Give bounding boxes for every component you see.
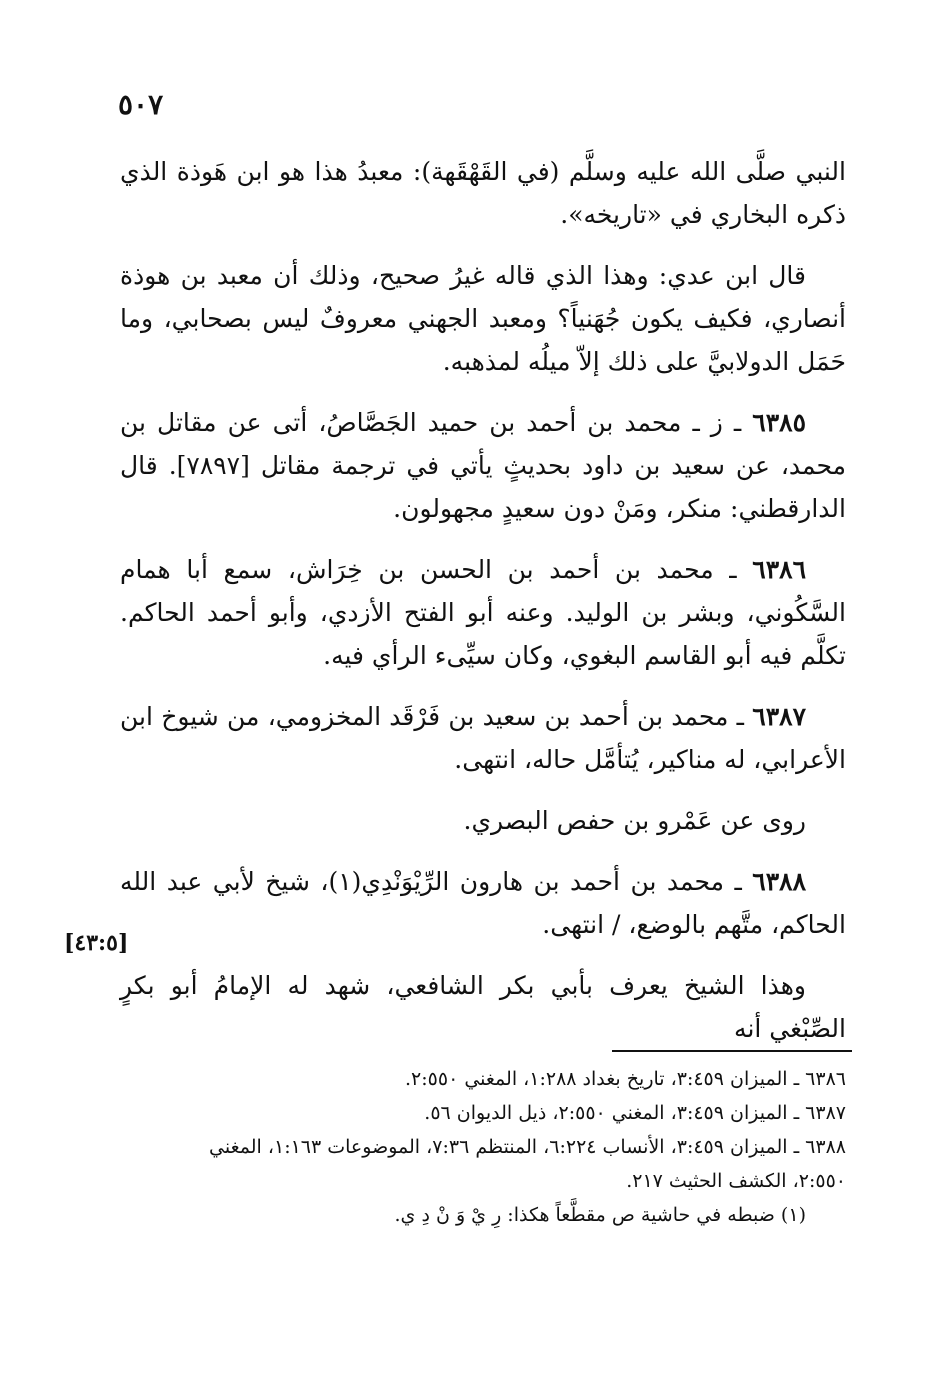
footnote: ٦٣٨٦ ـ الميزان ٣:٤٥٩، تاريخ بغداد ١:٢٨٨، المغني ٢:٥٥٠. [405,1068,846,1090]
paragraph-text: روى عن عَمْرو بن حفص البصري. [463,806,806,835]
paragraph [120,150,846,236]
entry-6385 [120,401,846,530]
entry-number: ٦٣٨٥ [752,408,806,437]
body-text [120,150,846,1068]
entry-number: ٦٣٨٨ [752,867,806,896]
paragraph-text: قال ابن عدي: وهذا الذي قاله غيرُ صحيح، وذلك أن معبد بن هوذة أنصاري، فكيف يكون جُهَنياً؟ ومعبد الجهني معروفٌ ليس بصحابي، وما حَمَل الدولابيَّ على ذلك إلاّ ميلُه لمذهبه. [120,261,846,376]
paragraph [120,799,846,842]
paragraph [120,254,846,383]
footnote-divider [612,1050,852,1052]
paragraph-text: وهذا الشيخ يعرف بأبي بكر الشافعي، شهد له الإمامُ أبو بكرٍ الصِّبْغي أنه [120,971,846,1043]
entry-number: ٦٣٨٦ [752,555,806,584]
footnotes [150,1062,846,1232]
entry-6386 [120,548,846,677]
margin-reference: [٤٣:٥] [64,930,129,956]
entry-6388 [120,860,846,946]
entry-text: ـ محمد بن أحمد بن هارون الرِّيْوَنْدِي(١)، شيخ لأبي عبد الله الحاكم، متَّهم بالوضع، / انتهى. [120,867,846,939]
entry-6387 [120,695,846,781]
entry-text: ـ محمد بن أحمد بن سعيد بن فَرْقَد المخزومي، من شيوخ ابن الأعرابي، له مناكير، يُتأمَّل حاله، انتهى. [120,702,846,774]
paragraph [120,964,846,1050]
entry-number: ٦٣٨٧ [752,702,806,731]
paragraph-text: النبي صلَّى الله عليه وسلَّم (في القَهْقَهة): معبدُ هذا هو ابن هَوذة الذي ذكره البخاري في «تاريخه». [120,157,846,229]
entry-text: ـ ز ـ محمد بن أحمد بن حميد الجَصَّاصُ، أتى عن مقاتل بن محمد، عن سعيد بن داود بحديثٍ يأتي في ترجمة مقاتل [٧٨٩٧]. قال الدارقطني: منكر، ومَنْ دون سعيدٍ مجهولون. [120,408,846,523]
footnote: ٦٣٨٨ ـ الميزان ٣:٤٥٩، الأنساب ٦:٢٢٤، المنتظم ٧:٣٦، الموضوعات ١:١٦٣، المغني ٢:٥٥٠، الكشف الحثيث ٢١٧. [209,1136,846,1192]
footnote: (١) ضبطه في حاشية ص مقطَّعاً هكذا: رِ يْ وَ نْ دِ ي. [394,1204,806,1226]
page-number: ٥٠٧ [118,88,164,121]
footnote: ٦٣٨٧ ـ الميزان ٣:٤٥٩، المغني ٢:٥٥٠، ذيل الديوان ٥٦. [424,1102,846,1124]
entry-text: ـ محمد بن أحمد بن الحسن بن خِرَاش، سمع أبا همام السَّكُوني، وبشر بن الوليد. وعنه أبو الفتح الأزدي، وأبو أحمد الحاكم. تكلَّم فيه أبو القاسم البغوي، وكان سيِّىء الرأي فيه. [120,555,846,670]
